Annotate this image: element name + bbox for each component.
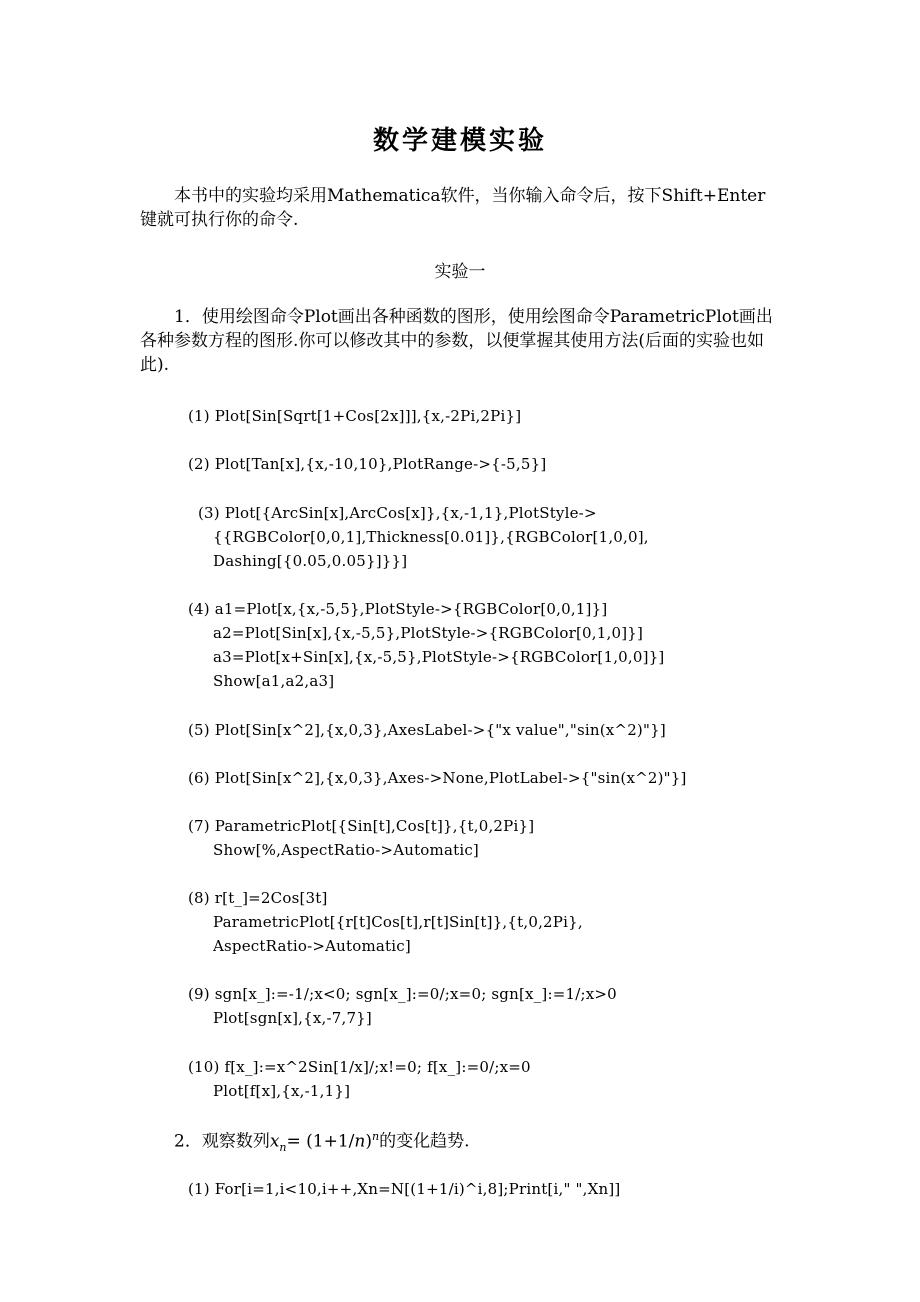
code-item-10-cont: [213, 1055, 350, 1103]
code-line: Plot[Tan[x],{x,-10,10},PlotRange->{-5,5}]: [214, 455, 547, 473]
code-line: a1=Plot[x,{x,-5,5},PlotStyle->{RGBColor[0,0,1]}]: [214, 600, 608, 618]
section-heading: 实验一: [434, 262, 486, 282]
code-item-3-cont: [213, 501, 649, 573]
code-line: Show[%,AspectRatio->Automatic]: [213, 841, 479, 859]
sequence-sub: n: [279, 1141, 287, 1155]
code-line: Plot[Sin[Sqrt[1+Cos[2x]]],{x,-2Pi,2Pi}]: [214, 407, 522, 425]
item-number: (3): [197, 504, 220, 522]
code-line: Plot[Sin[x^2],{x,0,3},Axes->None,PlotLabel->{"sin(x^2)"}]: [214, 769, 687, 787]
code-line: a2=Plot[Sin[x],{x,-5,5},PlotStyle->{RGBColor[0,1,0]}]: [213, 624, 644, 642]
item-number: (9): [187, 985, 210, 1003]
item-number: (6): [187, 769, 210, 787]
code-line: Dashing[{0.05,0.05}]}}]: [213, 552, 408, 570]
sequence-close: ): [365, 1131, 372, 1152]
task2-prefix: 2．观察数列: [174, 1131, 270, 1152]
code-item-4-cont: [213, 597, 665, 693]
code-item-6: [178, 742, 687, 790]
code-line: Plot[sgn[x],{x,-7,7}]: [213, 1009, 372, 1027]
item-number: (1): [187, 1180, 210, 1198]
code-line: sgn[x_]:=-1/;x<0; sgn[x_]:=0/;x=0; sgn[x_]:=1/;x>0: [214, 985, 617, 1003]
code-line: Plot[f[x],{x,-1,1}]: [213, 1082, 351, 1100]
code-line: Plot[{ArcSin[x],ArcCos[x]},{x,-1,1},PlotStyle->: [224, 504, 597, 522]
code-line: AspectRatio->Automatic]: [213, 937, 411, 955]
code-item-7-cont: [213, 814, 479, 862]
code-line: r[t_]=2Cos[3t]: [214, 889, 328, 907]
code-line: f[x_]:=x^2Sin[1/x]/;x!=0; f[x_]:=0/;x=0: [224, 1058, 531, 1076]
sequence-var: x: [269, 1131, 280, 1152]
item-number: (5): [187, 721, 210, 739]
page-title: 数学建模实验: [372, 126, 547, 156]
task2-code-item-1: [178, 1153, 620, 1201]
code-item-8-cont: [213, 886, 583, 958]
code-item-1: [178, 380, 521, 428]
code-line: Plot[Sin[x^2],{x,0,3},AxesLabel->{"x value","sin(x^2)"}]: [214, 721, 666, 739]
code-line: ParametricPlot[{Sin[t],Cos[t]},{t,0,2Pi}]: [214, 817, 535, 835]
task2-suffix: 的变化趋势.: [379, 1131, 470, 1152]
code-line: Show[a1,a2,a3]: [213, 672, 335, 690]
intro-paragraph: 本书中的实验均采用Mathematica软件，当你输入命令后，按下Shift+Enter键就可执行你的命令.: [140, 186, 766, 230]
sequence-n: n: [354, 1131, 366, 1152]
code-line: {{RGBColor[0,0,1],Thickness[0.01]},{RGBColor[1,0,0],: [213, 528, 649, 546]
sequence-eq: = (1+1/: [286, 1131, 355, 1152]
sequence-sup: n: [372, 1130, 380, 1143]
item-number: (2): [187, 455, 210, 473]
item-number: (1): [187, 407, 210, 425]
code-item-2: [178, 428, 546, 476]
task-1-paragraph: 1．使用绘图命令Plot画出各种函数的图形，使用绘图命令ParametricPlot画出各种参数方程的图形.你可以修改其中的参数，以便掌握其使用方法(后面的实验也如此).: [140, 307, 773, 375]
item-number: (4): [187, 600, 210, 618]
item-number: (10): [187, 1058, 220, 1076]
item-number: (8): [187, 889, 210, 907]
code-line: For[i=1,i<10,i++,Xn=N[(1+1/i)^i,8];Print[i," ",Xn]]: [214, 1180, 621, 1198]
item-number: (7): [187, 817, 210, 835]
code-line: a3=Plot[x+Sin[x],{x,-5,5},PlotStyle->{RGBColor[1,0,0]}]: [213, 648, 665, 666]
code-item-9-cont: [213, 982, 372, 1030]
code-item-5: [178, 694, 666, 742]
code-line: ParametricPlot[{r[t]Cos[t],r[t]Sin[t]},{t,0,2Pi},: [213, 913, 583, 931]
